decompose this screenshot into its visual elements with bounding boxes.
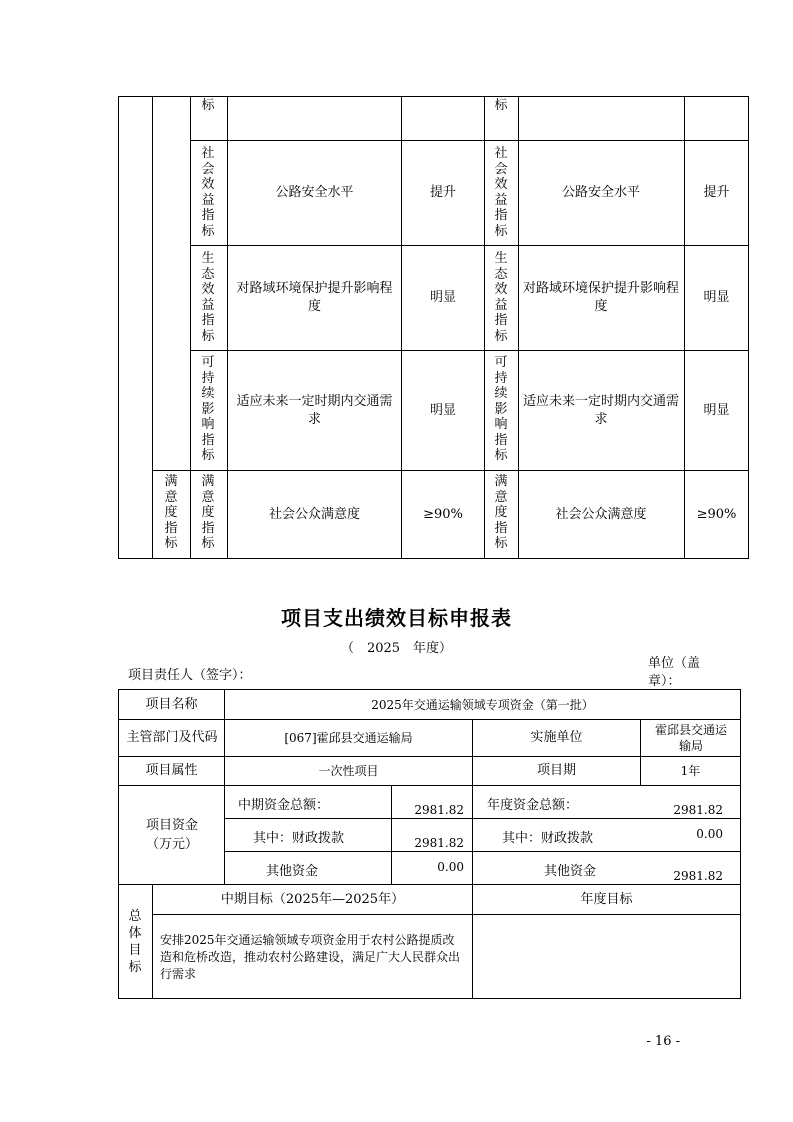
year-goal-header: 年度目标: [580, 891, 633, 907]
row2-left-indicator: 对路域环境保护提升影响程度: [236, 281, 393, 314]
row1-left-category: 社会效益指标: [201, 146, 215, 239]
mid-goal-header: 中期目标（2025年—2025年）: [220, 891, 405, 907]
year-other-value: 2981.82: [673, 869, 723, 883]
row3-right-value: 明显: [703, 402, 730, 418]
row4-left-value: ≥90%: [423, 506, 463, 522]
year-total-value: 2981.82: [673, 803, 723, 817]
department-value: [067]霍邱县交通运输局: [284, 731, 413, 745]
row1-right-indicator: 公路安全水平: [561, 185, 640, 200]
project-attribute-label: 项目属性: [145, 763, 198, 778]
department-label: 主管部门及代码: [126, 730, 218, 745]
row2-right-indicator: 对路域环境保护提升影响程度: [522, 281, 679, 314]
responsible-signature: 项目责任人（签字）：: [128, 668, 252, 683]
row3-left-category: 可持续影响指标: [201, 355, 215, 463]
implementing-unit-label: 实施单位: [530, 730, 583, 745]
unit-seal: 单位（盖章）：: [648, 656, 701, 689]
row4-right-category: 满意度指标: [494, 474, 508, 551]
row0-left-category: 标: [201, 98, 215, 113]
row0-right-category: 标: [494, 98, 508, 113]
row3-left-value: 明显: [429, 402, 456, 418]
project-attribute-value: 一次性项目: [318, 764, 379, 778]
mid-total-label: 中期资金总额：: [238, 798, 330, 813]
row1-left-indicator: 公路安全水平: [275, 185, 354, 200]
row3-left-indicator: 适应未来一定时期内交通需求: [236, 393, 393, 427]
mid-total-value: 2981.82: [414, 803, 464, 817]
page-number: - 16 -: [646, 1034, 680, 1049]
row1-right-category: 社会效益指标: [494, 146, 508, 239]
row4-left-indicator: 社会公众满意度: [268, 506, 360, 522]
level2-satisfaction-label: 满意度指标: [164, 474, 178, 551]
mid-fiscal-value: 2981.82: [414, 836, 464, 850]
project-period-label: 项目期: [536, 763, 576, 778]
project-funds-label: 项目资金（万元）: [145, 818, 198, 852]
year-other-label: 其他资金: [544, 864, 597, 879]
mid-goal-text: 安排2025年交通运输领域专项资金用于农村公路提质改造和危桥改造，推动农村公路建设，满足广大人民群众出行需求: [160, 933, 461, 981]
year-fiscal-label: 其中：财政拨款: [502, 831, 594, 846]
row2-left-category: 生态效益指标: [201, 251, 215, 344]
project-name-value: 2025年交通运输领域专项资金（第一批）: [371, 697, 594, 712]
row1-right-value: 提升: [703, 185, 730, 200]
overall-goal-label: 总体目标: [128, 909, 142, 975]
implementing-unit-value: 霍邱县交通运输局: [654, 723, 727, 753]
row3-right-indicator: 适应未来一定时期内交通需求: [522, 393, 679, 427]
form-title: 项目支出绩效目标申报表: [281, 606, 512, 630]
row4-left-category: 满意度指标: [201, 474, 215, 551]
mid-other-value: 0.00: [437, 860, 464, 874]
row2-right-value: 明显: [703, 290, 730, 305]
project-name-label: 项目名称: [145, 696, 198, 712]
mid-other-label: 其他资金: [266, 864, 319, 879]
row4-right-indicator: 社会公众满意度: [555, 506, 647, 522]
row2-right-category: 生态效益指标: [494, 251, 508, 344]
row4-right-value: ≥90%: [696, 506, 737, 522]
year-fiscal-value: 0.00: [696, 827, 723, 841]
year-line: （ 2025 年度）: [340, 641, 453, 656]
row2-left-value: 明显: [429, 290, 456, 305]
project-period-value: 1年: [680, 764, 701, 778]
mid-fiscal-label: 其中：财政拨款: [253, 831, 345, 846]
row1-left-value: 提升: [429, 185, 456, 200]
row3-right-category: 可持续影响指标: [494, 355, 508, 463]
year-total-label: 年度资金总额：: [487, 798, 579, 813]
